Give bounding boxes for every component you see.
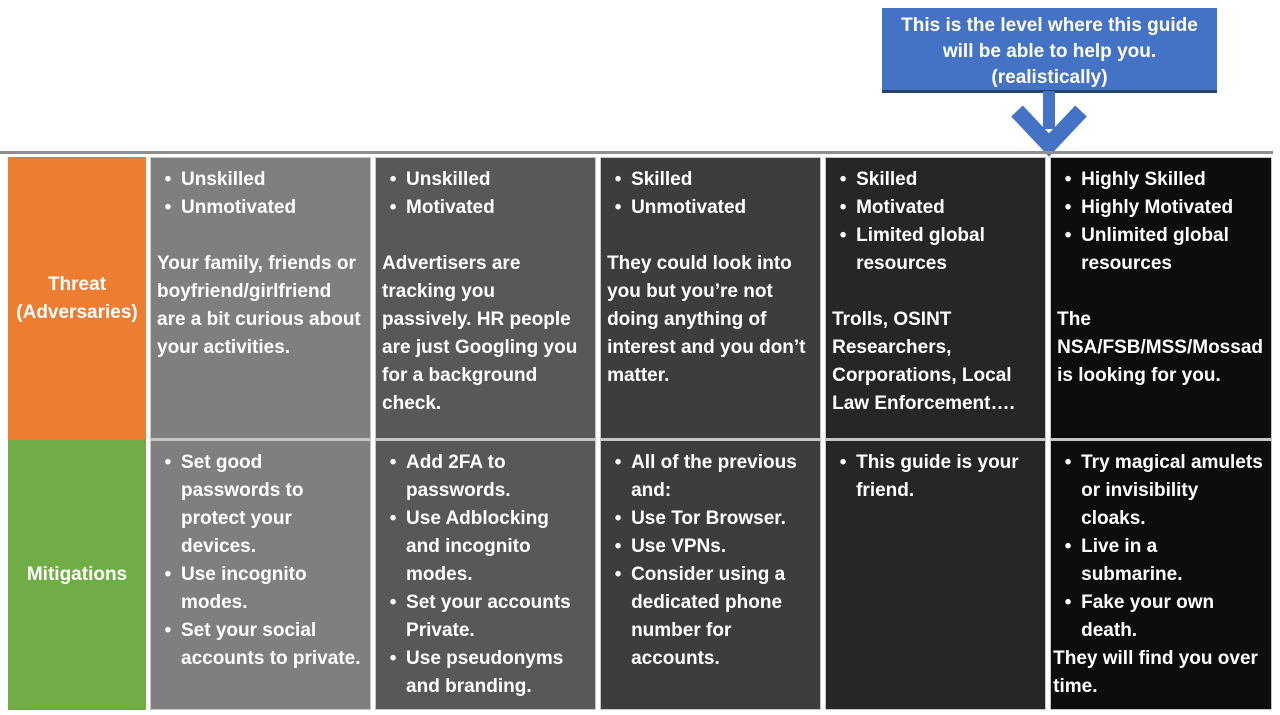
bullet-text: All of the previous and: — [631, 452, 797, 501]
bullet-text: Unlimited global resources — [1081, 225, 1229, 274]
bullet-text: Unmotivated — [181, 197, 297, 218]
bullet-item — [155, 449, 362, 561]
table-top-border — [0, 151, 1273, 154]
threat-description: Your family, friends or boyfriend/girlfriend are a bit curious about your activities. — [157, 253, 361, 358]
bullet-text: Unskilled — [181, 169, 266, 190]
mitigations-cell-level-1 — [151, 438, 370, 709]
threat-cell-level-2 — [376, 158, 595, 438]
bullet-dot: • — [1064, 536, 1072, 557]
mitigations-note: They will find you over time. — [1053, 648, 1258, 697]
bullet-item — [1055, 533, 1263, 589]
bullet-dot: • — [614, 564, 622, 585]
mitigations-cell-level-5 — [1051, 438, 1271, 709]
level-3-column — [600, 157, 821, 710]
mitigations-cell-level-3 — [601, 438, 820, 709]
bullet-dot: • — [389, 197, 397, 218]
bullet-item — [1055, 589, 1263, 645]
row-header-mitigations — [8, 440, 146, 710]
callout-text: This is the level where this guide will be able to help you. — [901, 15, 1198, 62]
bullet-dot: • — [389, 452, 397, 473]
threat-cell-level-4 — [826, 158, 1045, 438]
callout-subtext: (realistically) — [991, 67, 1108, 88]
bullet-item — [380, 645, 587, 701]
bullet-text: Add 2FA to passwords. — [406, 452, 511, 501]
bullet-dot: • — [389, 648, 397, 669]
bullet-text: Highly Skilled — [1081, 169, 1206, 190]
down-arrow-icon — [1007, 91, 1091, 157]
bullet-item — [1055, 222, 1263, 278]
bullet-dot: • — [839, 225, 847, 246]
bullet-dot: • — [839, 169, 847, 190]
bullet-item — [380, 166, 587, 194]
bullet-item — [380, 505, 587, 589]
bullet-text: Use VPNs. — [631, 536, 727, 557]
threat-cell-level-5 — [1051, 158, 1271, 438]
bullet-item — [830, 166, 1037, 194]
bullet-item — [605, 505, 812, 533]
bullet-text: Fake your own death. — [1081, 592, 1215, 641]
level-5-column — [1050, 157, 1272, 710]
bullet-item — [380, 449, 587, 505]
threat-bullet-list — [151, 158, 370, 222]
threat-bullet-list — [826, 158, 1045, 278]
bullet-item — [155, 166, 362, 194]
level-4-column — [825, 157, 1046, 710]
bullet-text: Motivated — [406, 197, 495, 218]
bullet-item — [1055, 194, 1263, 222]
level-1-column — [150, 157, 371, 710]
bullet-text: Use pseudonyms and branding. — [406, 648, 564, 697]
row-header-threat — [8, 157, 146, 440]
bullet-text: This guide is your friend. — [856, 452, 1019, 501]
bullet-dot: • — [389, 169, 397, 190]
bullet-dot: • — [839, 197, 847, 218]
bullet-text: Unskilled — [406, 169, 491, 190]
mitigations-cell-level-4 — [826, 438, 1045, 709]
bullet-text: Skilled — [856, 169, 918, 190]
level-2-column — [375, 157, 596, 710]
bullet-item — [830, 194, 1037, 222]
bullet-item — [155, 561, 362, 617]
threat-description: Advertisers are tracking you passively. HR people are just Googling you for a background check. — [382, 253, 578, 414]
bullet-text: Try magical amulets or invisibility cloaks. — [1081, 452, 1263, 529]
bullet-dot: • — [1064, 592, 1072, 613]
bullet-item — [1055, 166, 1263, 194]
bullet-text: Highly Motivated — [1081, 197, 1234, 218]
bullet-item — [605, 166, 812, 194]
bullet-text: Unmotivated — [631, 197, 747, 218]
bullet-text: Limited global resources — [856, 225, 985, 274]
row-header-mitigations-label: Mitigations — [26, 564, 128, 585]
mitigations-cell-level-2 — [376, 438, 595, 709]
bullet-item — [1055, 449, 1263, 533]
bullet-item — [605, 533, 812, 561]
bullet-dot: • — [614, 508, 622, 529]
bullet-text: Live in a submarine. — [1081, 536, 1183, 585]
threat-cell-level-3 — [601, 158, 820, 438]
bullet-item — [155, 194, 362, 222]
mitigations-bullet-list — [601, 441, 820, 673]
threat-bullet-list — [376, 158, 595, 222]
bullet-item — [830, 222, 1037, 278]
bullet-dot: • — [839, 452, 847, 473]
bullet-text: Set good passwords to protect your devices. — [181, 452, 304, 557]
bullet-text: Use Tor Browser. — [631, 508, 786, 529]
bullet-dot: • — [614, 536, 622, 557]
bullet-dot: • — [614, 197, 622, 218]
bullet-dot: • — [164, 564, 172, 585]
bullet-text: Use incognito modes. — [181, 564, 307, 613]
row-header-column — [8, 157, 146, 710]
threat-description: Trolls, OSINT Researchers, Corporations, Local Law Enforcement…. — [832, 309, 1015, 414]
threat-bullet-list — [1051, 158, 1271, 278]
bullet-dot: • — [164, 169, 172, 190]
bullet-item — [605, 194, 812, 222]
threat-model-table — [8, 157, 1272, 710]
threat-bullet-list — [601, 158, 820, 222]
bullet-dot: • — [164, 197, 172, 218]
bullet-text: Set your social accounts to private. — [181, 620, 361, 669]
mitigations-bullet-list — [1051, 441, 1271, 645]
bullet-item — [605, 449, 812, 505]
callout-box — [882, 8, 1217, 93]
threat-description: The NSA/FSB/MSS/Mossad is looking for you. — [1057, 309, 1263, 386]
bullet-item — [380, 589, 587, 645]
bullet-item — [605, 561, 812, 673]
bullet-item — [155, 617, 362, 673]
threat-cell-level-1 — [151, 158, 370, 438]
bullet-dot: • — [1064, 225, 1072, 246]
bullet-item — [830, 449, 1037, 505]
bullet-item — [380, 194, 587, 222]
threat-description: They could look into you but you’re not doing anything of interest and you don’t matter. — [607, 253, 806, 386]
mitigations-bullet-list — [151, 441, 370, 673]
bullet-dot: • — [1064, 452, 1072, 473]
bullet-dot: • — [614, 169, 622, 190]
bullet-text: Consider using a dedicated phone number for accounts. — [631, 564, 786, 669]
bullet-text: Motivated — [856, 197, 945, 218]
bullet-dot: • — [614, 452, 622, 473]
mitigations-bullet-list — [826, 441, 1045, 505]
row-header-threat-label: Threat (Adversaries) — [16, 273, 138, 323]
bullet-text: Set your accounts Private. — [406, 592, 571, 641]
bullet-dot: • — [164, 452, 172, 473]
mitigations-bullet-list — [376, 441, 595, 701]
bullet-text: Skilled — [631, 169, 693, 190]
bullet-text: Use Adblocking and incognito modes. — [406, 508, 549, 585]
bullet-dot: • — [164, 620, 172, 641]
bullet-dot: • — [389, 592, 397, 613]
bullet-dot: • — [1064, 197, 1072, 218]
bullet-dot: • — [1064, 169, 1072, 190]
bullet-dot: • — [389, 508, 397, 529]
